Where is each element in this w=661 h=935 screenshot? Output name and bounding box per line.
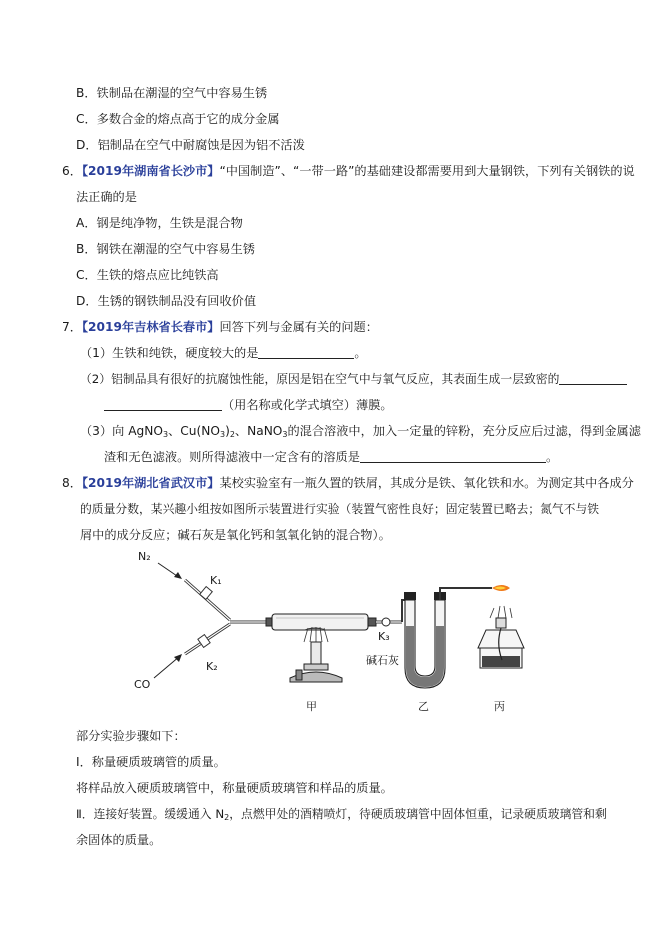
q6-option-c: C．生铁的熔点应比纯铁高 xyxy=(76,268,219,282)
q7-sub: 3 xyxy=(162,430,169,439)
q8-step2-b: ，点燃甲处的酒精喷灯，待硬质玻璃管中固体恒重，记录硬质玻璃管和剩 xyxy=(229,807,607,821)
q7-part3-mid3: 、NaNO xyxy=(234,424,283,438)
q7-part3-blank[interactable] xyxy=(360,450,546,463)
q6-stem: “中国制造”、“一带一路”的基础建设都需要用到大量钢铁，下列有关钢铁的说 xyxy=(219,164,635,178)
co-label: CO xyxy=(134,678,151,691)
q7-part2-blank-a[interactable] xyxy=(559,372,627,385)
q5-option-d: D．铝制品在空气中耐腐蚀是因为铝不活泼 xyxy=(76,138,305,152)
jia-label: 甲 xyxy=(306,700,317,713)
q7-part3-text2: 渣和无色滤液。则所得滤液中一定含有的溶质是 xyxy=(104,450,360,464)
n2-inlet-arrow xyxy=(158,563,182,579)
outlet-flame xyxy=(480,585,510,591)
q7-part3-rest: 的混合溶液中，加入一定量的锌粉，充分反应后过滤，得到金属滤 xyxy=(287,424,641,438)
q8-stem1: 某校实验室有一瓶久置的铁屑，其成分是铁、氧化铁和水。为测定其中各成分 xyxy=(219,476,634,490)
q6-source: 【2019年湖南省长沙市】 xyxy=(81,164,220,178)
q5-option-c: C．多数合金的熔点高于它的成分金属 xyxy=(76,112,280,126)
k3-valve xyxy=(382,618,390,626)
lower-tube xyxy=(185,624,230,654)
q8-step2-a: Ⅱ．连接好装置。缓缓通入 N xyxy=(76,807,225,821)
q6-stem-line2: 法正确的是 xyxy=(76,190,137,204)
q7-part2-line2 xyxy=(104,397,393,413)
soda-lime-label: 碱石灰 xyxy=(366,654,399,667)
n2-label: N₂ xyxy=(138,550,151,563)
k1-label: K₁ xyxy=(210,574,222,587)
q8-step2-line2: 余固体的质量。 xyxy=(76,833,162,847)
q8-number: 8． xyxy=(62,476,82,490)
outlet-tube xyxy=(376,600,408,626)
q7-part3-end: 。 xyxy=(545,450,559,464)
q8-step2-line1 xyxy=(76,806,607,822)
q7-part2-line1 xyxy=(80,371,627,387)
alcohol-lamp xyxy=(478,606,524,668)
co-inlet-arrow xyxy=(154,654,182,678)
q8-stem-line1 xyxy=(62,475,634,491)
yi-label: 乙 xyxy=(418,700,429,713)
q7-source: 【2019年吉林省长春市】 xyxy=(81,320,220,334)
q5-option-b: B．铁制品在潮湿的空气中容易生锈 xyxy=(76,86,268,100)
q6-option-a: A．钢是纯净物，生铁是混合物 xyxy=(76,216,243,230)
q7-sub: 3 xyxy=(219,430,226,439)
k1-valve xyxy=(200,587,213,600)
q6-option-d: D．生锈的钢铁制品没有回收价值 xyxy=(76,294,257,308)
q8-steps-intro: 部分实验步骤如下： xyxy=(76,729,186,743)
upper-tube xyxy=(185,580,230,620)
q7-part2-blank-b[interactable] xyxy=(104,398,222,411)
q7-part3-line1 xyxy=(80,423,641,439)
q7-stem-text: 回答下列与金属有关的问题： xyxy=(219,320,378,334)
u-tube xyxy=(404,588,480,688)
q7-part2-text: （2）铝制品具有很好的抗腐蚀性能，原因是铝在空气中与氧气反应，其表面生成一层致密的 xyxy=(80,372,560,386)
q6-stem-line1 xyxy=(62,163,635,179)
q7-part3-line2 xyxy=(104,449,558,465)
q7-part1 xyxy=(80,345,367,361)
alcohol-blast-burner xyxy=(290,627,342,682)
q7-part1-blank[interactable] xyxy=(258,346,354,359)
q8-stem-line3: 屑中的成分反应；碱石灰是氧化钙和氢氧化钠的混合物）。 xyxy=(80,528,391,542)
q8-source: 【2019年湖北省武汉市】 xyxy=(81,476,220,490)
q8-stem-line2: 的质量分数，某兴趣小组按如图所示装置进行实验（装置气密性良好；固定装置已略去；氮气不与铁 xyxy=(80,502,600,516)
q7-sub: 3 xyxy=(282,430,288,439)
apparatus-figure xyxy=(130,548,530,718)
q6-number: 6． xyxy=(62,164,82,178)
q7-sub: 2 xyxy=(229,430,235,439)
q7-part3-mid2: ) xyxy=(225,424,230,438)
connector-line xyxy=(230,618,272,626)
q8-step1-b: 将样品放入硬质玻璃管中，称量硬质玻璃管和样品的质量。 xyxy=(76,781,393,795)
k3-label: K₃ xyxy=(378,630,390,643)
k2-label: K₂ xyxy=(206,660,218,673)
q7-number: 7． xyxy=(62,320,82,334)
hard-glass-tube xyxy=(272,614,376,630)
q7-part2-end: （用名称或化学式填空）薄膜。 xyxy=(222,398,393,412)
bing-label: 丙 xyxy=(494,700,505,713)
q7-part1-text: （1）生铁和纯铁，硬度较大的是 xyxy=(80,346,259,360)
q8-step2-sub: 2 xyxy=(224,813,230,822)
q7-part3-prefix: （3）向 AgNO xyxy=(80,424,163,438)
q8-step1: Ⅰ．称量硬质玻璃管的质量。 xyxy=(76,755,226,769)
q6-option-b: B．钢铁在潮湿的空气中容易生锈 xyxy=(76,242,255,256)
q7-part3-mid1: 、Cu(NO xyxy=(168,424,220,438)
q7-stem xyxy=(62,319,378,335)
q7-part1-end: 。 xyxy=(354,346,367,360)
